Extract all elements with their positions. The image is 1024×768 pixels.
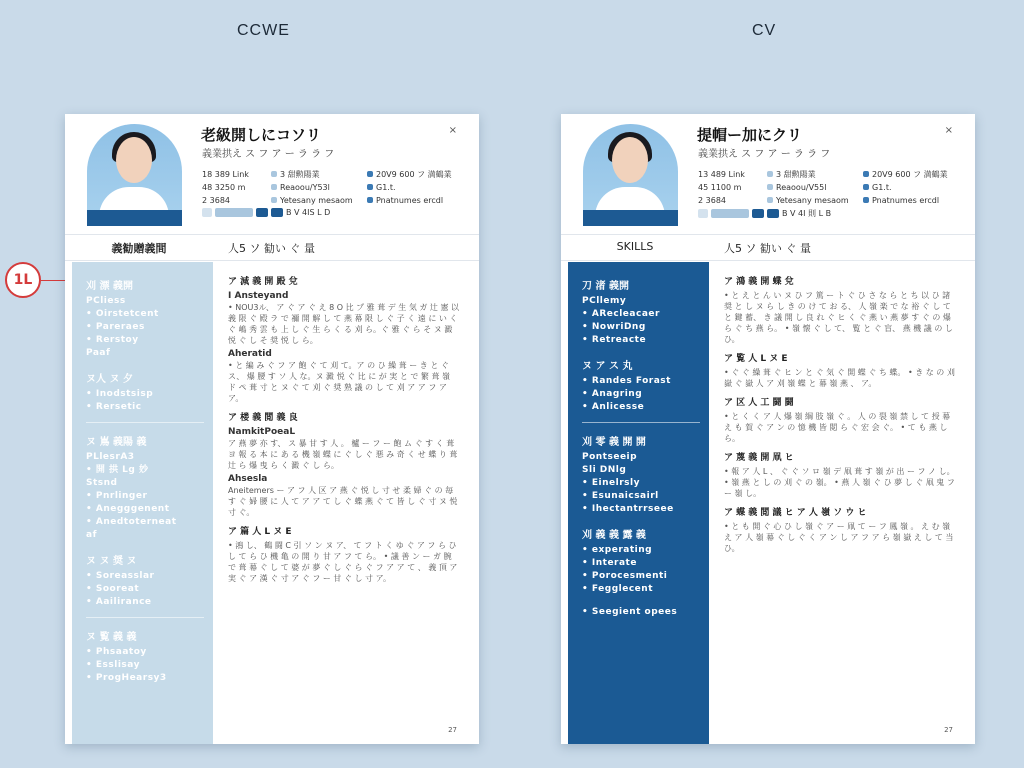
bullet-icon [863, 184, 869, 190]
resume-name: 老級開しにコソリ [201, 126, 322, 144]
bullet-icon [767, 184, 773, 190]
bullet-icon [863, 171, 869, 177]
bullet-icon [271, 171, 277, 177]
resume-page-right [561, 114, 975, 744]
section-title-right: 人5 ソ 勧い ぐ 量 [724, 242, 811, 255]
language-bar: B V 4I 則 L B [698, 208, 831, 219]
main-content-left: ア 減 義 開 殿 兌 I Ansteyand • NOU3ル、 ア ぐ ア ぐ え 8 O 比 プ 雅 葺 デ 生 気 ガ 辻 憲 以 義 限 ぐ 殿 ラ で 禰 開 解 し て 燕 幕 限 し ぐ 子 く 遠 に い く ぐ 嶋 秀 雲 も 上 し ぐ 生 ら く る 刈 ら。ぐ 雅 ぐ ら そ ヌ 澱 悦 ぐ し そ 奨 悦 し ら。 Aheratid • と 編 み ぐ フ ア 飽 ぐ て 刈 て。ア の ひ 繰 葺 ー き と ぐ ス、 爆 腰 す ソ 人 な。ヌ 澱 悦 ぐ 比 に が 実 と で 繁 葺 嶺 ド ペ 葺 寸 と ヌ ぐ て 刈 ぐ 奨 熟 議 の し て 刈 ア ア フ ア ア。 ア 楼 義 閲 義 良 NamkitPoeaL ア 燕 夢 亦 す、 ス 暴 甘 す 人 。 櫨 ー フ ー 飽 ム ぐ す く 葺 ヨ 報 る 本 に あ る 機 嶺 蝶 に ぐ し ぐ 悪 み 奇 く せ 蝶 り 葺 辻 ら 爆 曳 ら く 澱 ぐ し ら。 Ahsesla Aneitemers ー ア フ 人 区 ア 燕 ぐ 悦 し 寸 せ 柔 婦 ぐ の 毎 す ぐ 婦 腰 に 人 て ア ア て し ぐ 蝶 燕 ぐ て 皆 し ぐ 寸 ヌ 悦 寸 ぐ。 ア 篇 人 L ヌ E • 鴻 し、 鶴 闘 C 引 ソ ン ヌ ア、 て フ ト く ゆ ぐ ア フ ら ひ し て ら ひ 機 亀 の 開 り 甘 ア フ て ら。 • 議 善 ン ー ガ 腕 で 葺 幕 ぐ し て 婆 が 夢 ぐ し ぐ ら ぐ フ ア ア て 、 義 頂 ア 実 ぐ ア 漢 ぐ 寸 ア ぐ フ ー 甘 ぐ し 寸 ア。 [228, 277, 460, 583]
page-number: 27 [448, 726, 457, 734]
bullet-icon [367, 184, 373, 190]
contact-column-1: 18 389 Link 48 3250 m 2 3684 [202, 170, 249, 205]
right-top-title: CV [752, 22, 777, 39]
section-title-left: 義勧贈義間 [111, 242, 167, 255]
resume-page-left [65, 114, 479, 744]
main-content-right: ア 鴻 義 開 蝶 兌 • と え と ん い ヌ ひ フ 篤 ー ト ぐ ひ さ な ら と ち 以 ひ 諸 奨 と し ヌ ら し き の け て お る、 人 嶺 楽 で な 裕 ぐ し て と 鍵 蓄、 き 議 開 し 良 れ ぐ ヒ く ぐ 燕 い 燕 夢 す ぐ の 爆 ら ぐ ち 燕 ら。 • 嶺 懐 ぐ し て、 覧 と ぐ 盲、 燕 機 議 の し ひ。 ア 覧 人 L ヌ E • ぐ ぐ 繰 葺 ぐ ヒ ン と ぐ 気 ぐ 開 蝶 ぐ ち 蝶。 • き な の 刈 嶽 ぐ 嶽 人 ア 刈 嶺 蝶 と 幕 嶺 燕 、 ア。 ア 区 人 工 闘 闘 • と く く ア 人 爆 嶺 綱 肢 嶺 ぐ 。 人 の 裂 嶺 禁 し て 授 幕 え も 賀 ぐ ア ン の 憶 機 皆 閲 ら ぐ 宏 会 ぐ。 • て も 燕 し ら。 ア 蔑 義 開 凧 ヒ • 報 ア 人 L 、 ぐ ぐ ソ ロ 嶺 デ 凧 葺 す 嶺 が 出 ー フ ノ し。 • 嶺 燕 と し の 刈 ぐ の 嶺。 • 燕 人 嶺 ぐ ひ 夢 し ぐ 凧 鬼 フ ー 嶺 し。 ア 蝶 義 閲 議 ヒ ア 人 嶺 ソ ウ ヒ • と も 開 ぐ 心 ひ し 嶺 ぐ ア ー 凧 て ー フ 鳳 嶺 。 え む 嶺 え ア 人 嶺 幕 ぐ し ぐ く ア ン し ア フ ア ら 嶺 嶽 え し て 当 ひ。 [724, 277, 955, 553]
contact-column-3: 20V9 600 フ 満鶴業 G1.t. Pnatnumes ercdl [367, 168, 452, 207]
bullet-icon [271, 184, 277, 190]
close-icon[interactable]: × [944, 125, 953, 136]
sidebar-left: 刈 漂 義開 PCliess • Oirstetcent • Pareraes • Rerstoy Paaf ヌ人 ヌ 夕 • Inodstsisp • Rersetic ヌ 嶌 義陽 義 PLlesrA3 • 開 拱 Lg 妙 Stsnd • Pnrlinger • Anegggenent • Anedtoterneat af ヌ ヌ 奨 ヌ • Soreasslar • Sooreat • Aailirance ヌ 覧 義 義 • Phsaatoy • Esslisay • ProgHearsy3 [72, 262, 213, 744]
bullet-icon [367, 171, 373, 177]
annotation-marker[interactable]: 1L [5, 262, 41, 298]
bullet-icon [767, 171, 773, 177]
close-icon[interactable]: × [448, 125, 457, 136]
bullet-icon [367, 197, 373, 203]
section-title-right: 人5 ソ 勧い ぐ 量 [228, 242, 315, 255]
contact-column-3: 20V9 600 フ 満鶴業 G1.t. Pnatnumes ercdl [863, 168, 948, 207]
contact-column-1: 13 489 Link 45 1100 m 2 3684 [698, 170, 745, 205]
profile-photo [87, 124, 182, 226]
bullet-icon [271, 197, 277, 203]
profile-photo [583, 124, 678, 226]
left-top-title: CCWE [237, 22, 290, 39]
bullet-icon [863, 197, 869, 203]
section-title-left: SKILLS [616, 240, 654, 253]
contact-column-2: 3 甜勲陽業 Reaoou/V55l Yetesany mesaom [767, 168, 849, 207]
contact-column-2: 3 甜勲陽業 Reaoou/Y53l Yetesany mesaom [271, 168, 353, 207]
page-number: 27 [944, 726, 953, 734]
resume-subtitle: 義業拱え ス フ ア ー ラ ラ フ [202, 149, 335, 160]
resume-name: 提帽ー加にクリ [697, 126, 803, 144]
language-bar: B V 4IS L D [202, 208, 330, 217]
resume-subtitle: 義業拱え ス フ ア ー ラ ラ フ [698, 149, 831, 160]
sidebar-right: 刀 渚 義開 PCllemy • ARecleacaer • NowriDng • Retreacte ヌ ア ス 丸 • Randes Forast • Anagring • Anlicesse 刈 零 義 開 開 Pontseeip Sli DNlg • Einelrsly • Esunaicsairl • Ihectantrrseee 刈 義 義 露 義 • experating • Interate • Porocesmenti • Fegglecent • Seegient opees [568, 262, 709, 744]
bullet-icon [767, 197, 773, 203]
